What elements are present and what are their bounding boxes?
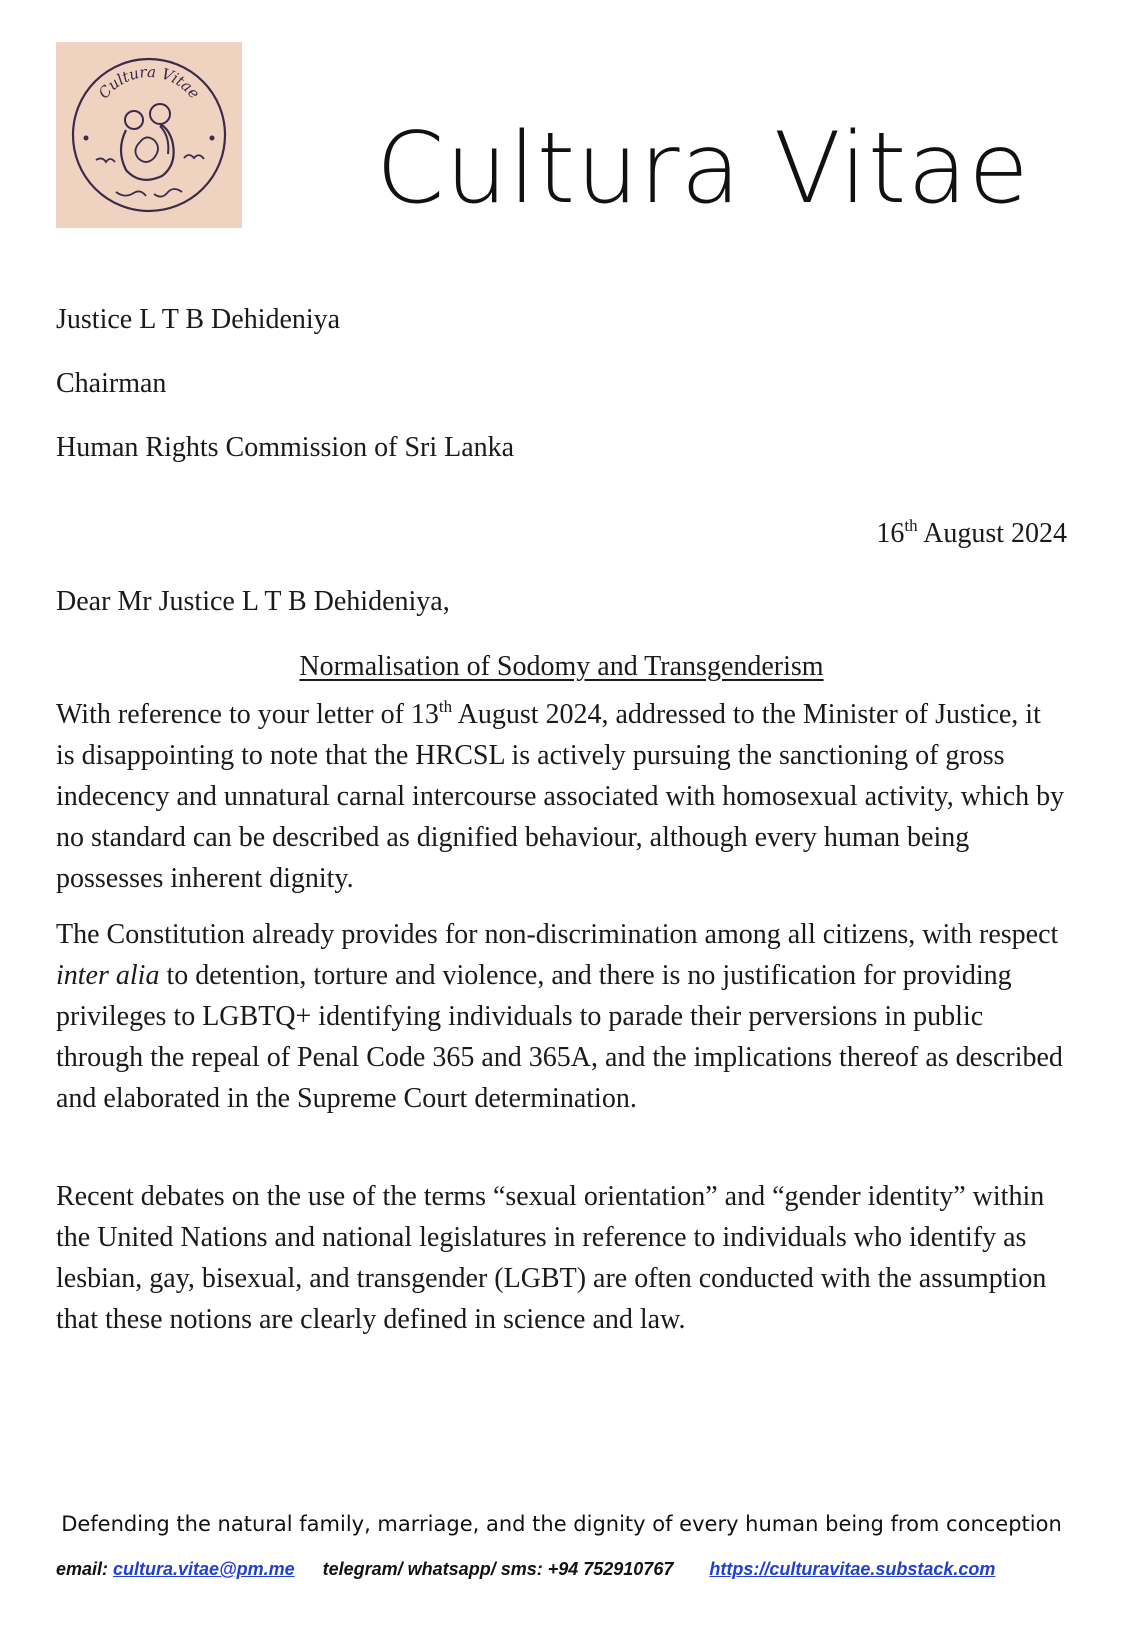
letter-date xyxy=(876,518,1067,550)
brand-title: Cultura Vitae xyxy=(376,112,1030,226)
paragraph-2 xyxy=(56,914,1066,1119)
logo-ring-text: Cultura Vitae xyxy=(94,62,204,103)
paragraph-2-part2: to detention, torture and violence, and there is no justification for providing privileges to LGBTQ+ identifying individuals to parade their perversions in public through the repeal of Penal Code 365 and 365A, and the implications thereof as described and elaborated in the Supreme Court determination. xyxy=(56,960,1063,1114)
salutation: Dear Mr Justice L T B Dehideniya, xyxy=(56,586,450,617)
footer-tagline: Defending the natural family, marriage, and the dignity of every human being from conception xyxy=(61,1512,1062,1536)
logo-seal xyxy=(56,42,242,228)
recipient-name: Justice L T B Dehideniya xyxy=(56,304,341,335)
paragraph-1-part2: August 2024, addressed to the Minister of Justice, it is disappointing to note that the HRCSL is actively pursuing the sanctioning of gross indecency and unnatural carnal intercourse associated with homosexual activity, which by no standard can be described as dignified behaviour, although every human being possesses inherent dignity. xyxy=(56,699,1065,894)
footer-contact xyxy=(56,1559,1066,1580)
date-rest: August 2024 xyxy=(917,518,1067,549)
paragraph-1-sup: th xyxy=(438,697,453,716)
paragraph-3: Recent debates on the use of the terms “sexual orientation” and “gender identity” within the United Nations and national legislatures in reference to individuals who identify as lesbian, gay, bisexual, and transgender (LGBT) are often conducted with the assumption that these notions are clearly defined in science and law. xyxy=(56,1181,1047,1335)
date-day: 16 xyxy=(876,518,905,549)
website-link[interactable]: https://culturavitae.substack.com xyxy=(709,1559,996,1579)
email-link[interactable]: cultura.vitae@pm.me xyxy=(113,1559,295,1579)
recipient-organization: Human Rights Commission of Sri Lanka xyxy=(56,432,515,463)
subject-line: Normalisation of Sodomy and Transgenderism xyxy=(299,651,824,682)
phone-contact: telegram/ whatsapp/ sms: +94 752910767 xyxy=(322,1559,674,1579)
mother-and-child-seal-icon xyxy=(56,42,242,228)
paragraph-2-part1: The Constitution already provides for non-discrimination among all citizens, with respect xyxy=(56,919,1059,950)
date-suffix: th xyxy=(904,516,918,535)
email-label: email: xyxy=(56,1559,114,1579)
paragraph-1-part1: With reference to your letter of 13 xyxy=(56,699,439,730)
paragraph-1 xyxy=(56,694,1066,899)
paragraph-2-italic: inter alia xyxy=(56,960,160,991)
recipient-title: Chairman xyxy=(56,368,167,399)
